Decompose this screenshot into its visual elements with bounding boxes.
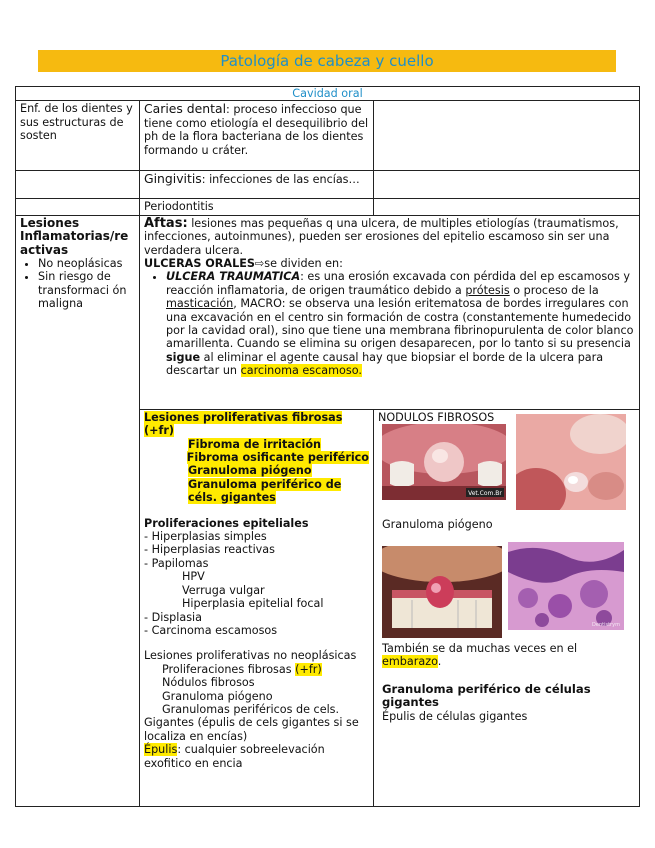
lpnn-item: Proliferaciones fibrosas bbox=[162, 662, 296, 676]
caries-cell bbox=[140, 101, 374, 171]
ut-text: , MACRO: se observa una lesión eritematosa de bordes irregulares con una excavación en el centro sin formación de costra (constantemente humedecido por la cavidad oral), sino que tiene una membrana fibrinopurulenta de color blanco amarillenta. Cuando se elimina su origen desaparecen, por lo tanto si su presencia bbox=[166, 297, 634, 351]
pe-subitem: Hiperplasia epitelial focal bbox=[182, 597, 324, 611]
ulcera-traumatica-item bbox=[166, 270, 635, 377]
gingivitis-text: : infecciones de las encías… bbox=[201, 173, 360, 187]
granuloma-label: Granuloma piógeno bbox=[382, 518, 493, 531]
pe-subitem: HPV bbox=[182, 570, 205, 584]
aftas-cell bbox=[140, 215, 640, 409]
document-title: Patología de cabeza y cuello bbox=[38, 50, 616, 72]
ulceras-title: ULCERAS ORALES bbox=[144, 257, 255, 271]
lpf-title: Lesiones proliferativas fibrosas (+fr) bbox=[144, 410, 343, 438]
photo-watermark: Vet.Com.Br bbox=[468, 490, 502, 497]
lpnn-tail: Gigantes (épulis de cels gigantes si se localiza en encías) bbox=[144, 716, 359, 743]
period-text: . bbox=[437, 655, 442, 669]
ut-text: o proceso de la bbox=[509, 283, 599, 297]
embarazo-note bbox=[382, 642, 622, 669]
ut-title: ULCERA TRAUMATICA bbox=[166, 270, 301, 284]
nodulo-photo bbox=[382, 424, 506, 500]
pe-item: - Papilomas bbox=[144, 556, 209, 570]
empty-cell bbox=[374, 171, 640, 199]
epulis-text: : cualquier sobreelevación exofitico en encia bbox=[144, 743, 325, 770]
caries-term: Caries dental bbox=[144, 101, 227, 117]
bullet-item: • Sin riesgo de transformaci ón maligna bbox=[38, 270, 135, 310]
empty-cell bbox=[374, 101, 640, 171]
lpf-item: Granuloma periférico de céls. gigantes bbox=[188, 477, 342, 505]
pe-subitem: Verruga vulgar bbox=[182, 583, 265, 597]
lpnn-fr-highlight: (+fr) bbox=[295, 662, 322, 676]
pe-item: - Hiperplasias simples bbox=[144, 530, 267, 544]
caries-text: : proceso infeccioso que tiene como etiología el desequilibrio del ph de la flora bacteriana de los dientes formando u cráter. bbox=[144, 103, 369, 157]
epulis-term: Épulis bbox=[144, 743, 178, 757]
ulcera-list bbox=[144, 270, 635, 377]
gingivitis-term: Gingivitis bbox=[144, 171, 202, 187]
lpnn-item: Nódulos fibrosos bbox=[162, 676, 255, 690]
masticacion-link: masticación bbox=[166, 297, 234, 311]
arrow-icon: ⇨ bbox=[254, 257, 265, 271]
ut-text: al eliminar el agente causal hay que biopsiar el borde de la ulcera para descartar un bbox=[166, 350, 604, 378]
epulis-cg-text: Épulis de células gigantes bbox=[382, 709, 528, 723]
lpf-item: Granuloma piógeno bbox=[188, 464, 312, 478]
pe-title: Proliferaciones epiteliales bbox=[144, 516, 309, 530]
histology-watermark: Dentistrym bbox=[592, 622, 620, 628]
pe-item: - Hiperplasias reactivas bbox=[144, 543, 275, 557]
carcinoma-highlight: carcinoma escamoso. bbox=[240, 364, 362, 378]
empty-cell bbox=[16, 199, 140, 215]
empty-cell bbox=[374, 199, 640, 215]
lpnn-item: Granulomas periféricos de cels. bbox=[162, 702, 340, 716]
gingivitis-cell bbox=[140, 171, 374, 199]
ut-text: : es una erosión excavada con pérdida del ep escamosos y reacción inflamatoria, de origen traumático debido a bbox=[166, 270, 630, 297]
lpnn-item: Granuloma piógeno bbox=[162, 689, 273, 703]
periodontitis-cell: Periodontitis bbox=[140, 199, 374, 215]
lesiones-label: Lesiones Inflamatorias/re activas bbox=[20, 215, 129, 257]
row-label-lesiones bbox=[16, 215, 140, 806]
lpf-item: Fibroma de irritación bbox=[188, 437, 321, 451]
lesiones-bullets bbox=[20, 257, 135, 311]
pe-item: - Displasia bbox=[144, 610, 203, 624]
pe-item: - Carcinoma escamosos bbox=[144, 623, 278, 637]
gpcg-block bbox=[382, 683, 622, 723]
tambien-text: También se da muchas veces en el bbox=[382, 642, 578, 655]
aftas-term: Aftas: bbox=[144, 215, 188, 231]
lpnn-title: Lesiones proliferativas no neoplásicas bbox=[144, 649, 357, 663]
sigue-word: sigue bbox=[166, 350, 201, 364]
protesis-link: prótesis bbox=[465, 283, 510, 297]
bullet-item: • No neoplásicas bbox=[38, 257, 135, 270]
nodulos-label: NODULOS FIBROSOS bbox=[378, 410, 495, 424]
histology-photo bbox=[508, 542, 624, 630]
nodulo-photo-2 bbox=[516, 414, 626, 510]
granuloma-photo bbox=[382, 546, 502, 638]
row-label-dientes: Enf. de los dientes y sus estructuras de sosten bbox=[16, 101, 140, 171]
aftas-text: lesiones mas pequeñas q una ulcera, de multiples etiologías (traumatismos, infecciones, autoinmunes), pueden ser erosiones del epitelio escamoso sin ser una verdadera ulcera. bbox=[144, 216, 619, 257]
gpcg-title: Granuloma periférico de células gigantes bbox=[382, 682, 591, 710]
table-header: Cavidad oral bbox=[16, 87, 640, 101]
embarazo-highlight: embarazo bbox=[382, 655, 438, 669]
lpf-item: Fibroma osificante periférico bbox=[186, 451, 369, 465]
proliferativas-cell bbox=[140, 409, 374, 806]
ulceras-text: se dividen en: bbox=[264, 257, 343, 271]
empty-cell bbox=[16, 171, 140, 199]
